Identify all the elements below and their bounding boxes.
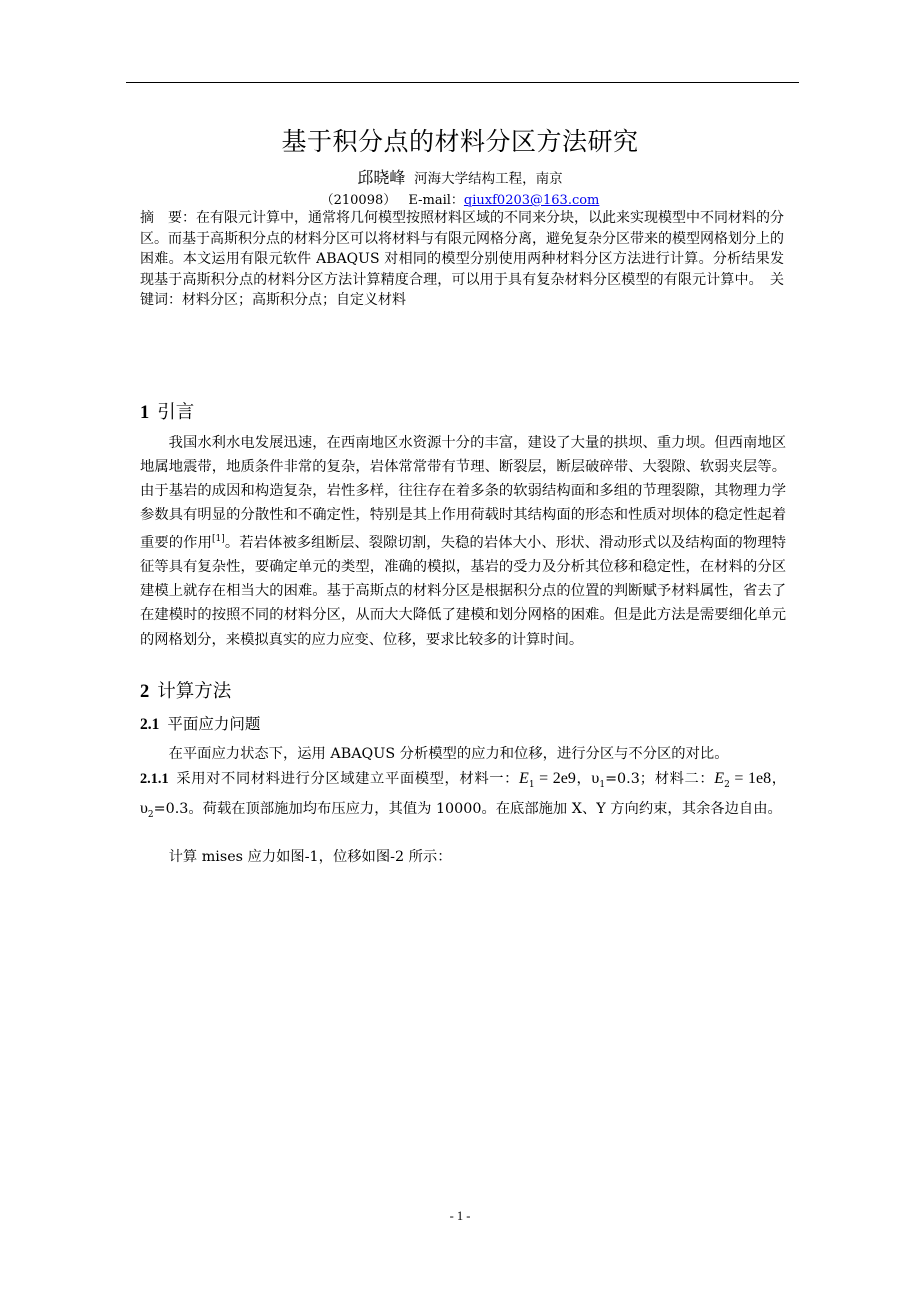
page-number: - 1 -	[449, 1209, 471, 1223]
citation-ref: [1]	[211, 534, 225, 545]
section-1-heading	[140, 398, 194, 424]
abstract-label: 摘 要：	[140, 210, 196, 226]
nu2-subscript: 2	[147, 809, 154, 820]
subsection-2-1-number: 2.1	[140, 716, 160, 733]
e1-symbol: E	[519, 770, 529, 787]
e2-subscript: 2	[724, 779, 730, 790]
postal-code: （210098）	[320, 193, 397, 208]
e1-value: = 2e9	[534, 770, 576, 787]
email-link[interactable]: qiuxf0203@163.com	[463, 193, 600, 208]
section-1-number: 1	[140, 403, 150, 423]
e2-symbol: E	[714, 770, 725, 787]
para-number: 2.1.1	[140, 771, 169, 787]
section-1-paragraph	[140, 431, 786, 652]
section-2-title: 计算方法	[157, 681, 232, 702]
section-2-paragraph-3: 计算 mises 应力如图-1，位移如图-2 所示：	[168, 849, 452, 865]
e2-value: = 1e8	[729, 770, 772, 787]
nu1-symbol: υ	[591, 770, 600, 787]
header-rule	[126, 82, 799, 83]
subsection-2-1-heading	[140, 712, 260, 734]
subsection-2-1-title: 平面应力问题	[167, 715, 261, 733]
sep-2: ，	[771, 771, 787, 787]
nu2-value: =0.3。	[153, 800, 203, 817]
author-line	[0, 165, 920, 188]
para-2-text-a: 采用对不同材料进行分区域建立平面模型，材料一：	[175, 771, 520, 787]
section-2-paragraph-1: 在平面应力状态下，运用 ABAQUS 分析模型的应力和位移，进行分区与不分区的对比。	[168, 746, 729, 762]
paper-title: 基于积分点的材料分区方法研究	[281, 127, 639, 156]
email-label: E-mail：	[408, 193, 464, 208]
section-1-text-b: 。若岩体被多组断层、裂隙切割，失稳的岩体大小、形状、滑动形式以及结构面的物理特征等具有复杂性，要确定单元的类型，准确的模拟，基岩的受力及分析其位移和稳定性，在材料的分区建模上就存在相当大的困难。基于高斯点的材料分区是根据积分点的位置的判断赋予材料属性，省去了在建模时的按照不同的材料分区，从而大大降低了建模和划分网格的困难。但是此方法是需要细化单元的网格划分，来模拟真实的应力应变、位移，要求比较多的计算时间。	[140, 535, 787, 648]
keywords-label: 关键词：	[140, 271, 784, 308]
nu2-symbol: υ	[140, 799, 148, 817]
section-2-number: 2	[140, 682, 150, 702]
abstract	[140, 208, 784, 311]
sep-1: ，	[575, 771, 592, 787]
author-name: 邱晓峰	[357, 168, 406, 187]
section-2-heading	[140, 677, 231, 703]
section-1-title: 引言	[157, 402, 195, 423]
section-1-text-a: 我国水利水电发展迅速，在西南地区水资源十分的丰富，建设了大量的拱坝、重力坝。但西南地区地属地震带，地质条件非常的复杂，岩体常常带有节理、断裂层，断层破碎带、大裂隙、软弱夹层等。由于基岩的成因和构造复杂，岩性多样，往往存在着多条的软弱结构面和多组的节理裂隙，其物理力学参数具有明显的分散性和不确定性，特别是其上作用荷载时其结构面的形态和性质对坝体的稳定性起着重要的作用	[140, 435, 786, 552]
para-2-text-b: 荷载在顶部施加均布压应力，其值为 10000。在底部施加 X、Y 方向约束，其余各边自由。	[202, 800, 782, 817]
contact-line	[0, 189, 920, 208]
section-2-paragraph-2	[140, 767, 786, 827]
nu1-value: =0.3；材料二：	[605, 771, 715, 787]
abstract-text: 在有限元计算中，通常将几何模型按照材料区域的不同来分块，以此来实现模型中不同材料的分区。而基于高斯积分点的材料分区可以将材料与有限元网格分离，避免复杂分区带来的模型网格划分上的困难。本文运用有限元软件 ABAQUS 对相同的模型分别使用两种材料分区方法进行计算。分析结果发现基于高斯积分点的材料分区方法计算精度合理，可以用于具有复杂材料分区模型的有限元计算中。	[140, 210, 784, 288]
keywords: 材料分区；高斯积分点；自定义材料	[182, 292, 406, 308]
author-institution: 河海大学结构工程，南京	[414, 171, 563, 187]
e1-subscript: 1	[528, 779, 535, 790]
nu1-subscript: 1	[599, 779, 606, 790]
